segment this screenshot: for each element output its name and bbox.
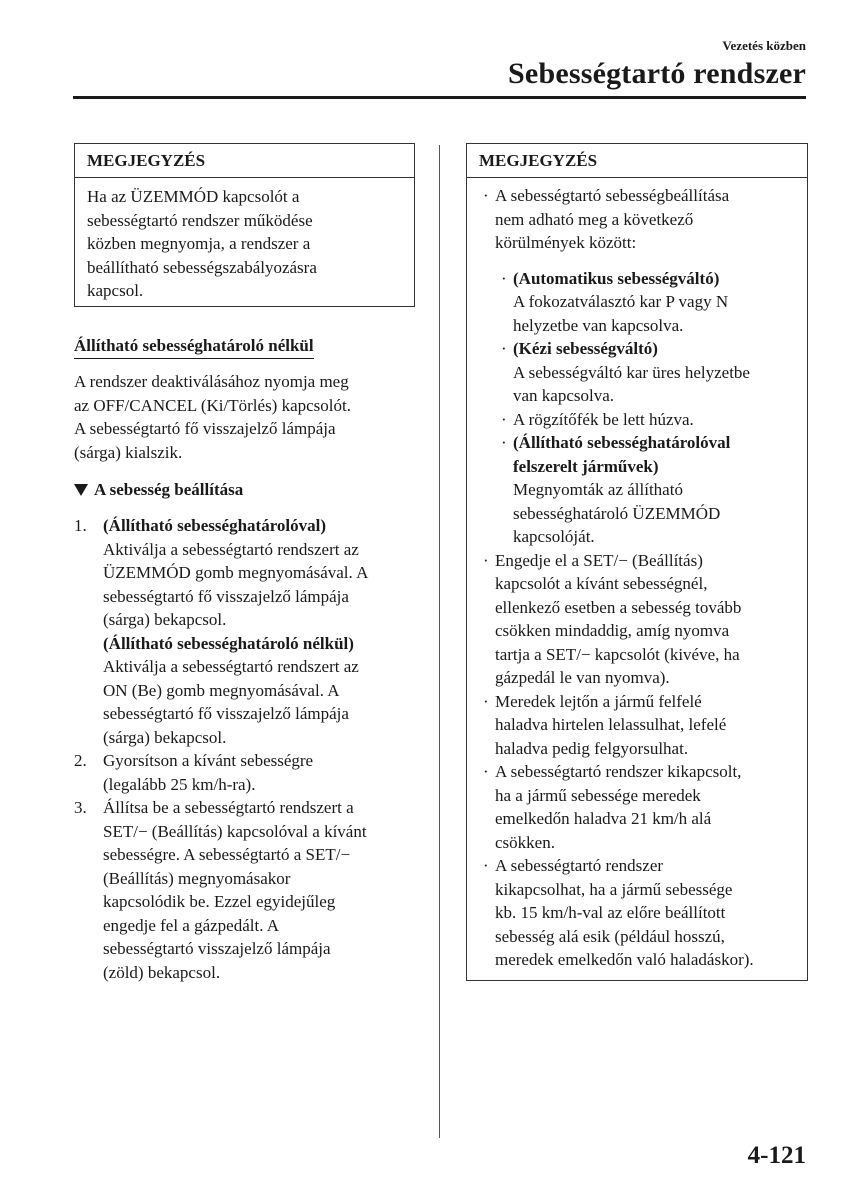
bullet-line: (Automatikus sebességváltó) bbox=[513, 268, 720, 288]
section-title bbox=[74, 478, 243, 502]
bullet-dot: · bbox=[501, 268, 507, 288]
step-body bbox=[103, 514, 368, 749]
step-line: Gyorsítson a kívánt sebességre bbox=[103, 751, 314, 770]
note-line: Ha az ÜZEMMÓD kapcsolót a bbox=[87, 187, 300, 206]
bullet-line: Engedje el a SET/− (Beállítás) bbox=[495, 550, 703, 570]
bullet-line: kapcsolóját. bbox=[513, 527, 595, 546]
step-line: Aktiválja a sebességtartó rendszert az bbox=[103, 539, 359, 559]
note-line: sebességtartó rendszer működése bbox=[87, 210, 313, 230]
bullet-line: gázpedál le van nyomva). bbox=[495, 668, 670, 687]
para-line: A sebességtartó fő visszajelző lámpája bbox=[74, 419, 336, 438]
bullet-line: csökken. bbox=[495, 832, 555, 852]
page-number: 4-121 bbox=[747, 1142, 806, 1169]
step-line: kapcsolódik be. Ezzel egyidejűleg bbox=[103, 892, 336, 911]
column-divider bbox=[439, 145, 440, 1138]
bullet-line: haladva hirtelen lelassulhat, lefelé bbox=[495, 715, 727, 734]
step-line: (sárga) bekapcsol. bbox=[103, 610, 227, 629]
bullet-line: A sebességtartó sebességbeállítása bbox=[495, 186, 730, 205]
header-rule bbox=[73, 96, 806, 99]
step-line: sebességtartó fő visszajelző lámpája bbox=[103, 704, 349, 723]
bullet-line: (Kézi sebességváltó) bbox=[513, 339, 658, 358]
note-box-left bbox=[74, 143, 415, 307]
bullet-dot: · bbox=[501, 409, 507, 429]
step-line: sebességre. A sebességtartó a SET/− bbox=[103, 845, 351, 864]
note-line: kapcsol. bbox=[87, 281, 144, 300]
bullet-line: ellenkező esetben a sebesség tovább bbox=[495, 597, 742, 617]
step-line: (Beállítás) megnyomásakor bbox=[103, 868, 291, 888]
bullet-line: Megnyomták az állítható bbox=[513, 480, 683, 499]
step-number: 2. bbox=[74, 751, 87, 770]
step-body bbox=[103, 749, 313, 796]
bullet-line: körülmények között: bbox=[495, 233, 637, 252]
step-line: (Állítható sebességhatároló nélkül) bbox=[103, 633, 354, 653]
step-line: ÜZEMMÓD gomb megnyomásával. A bbox=[103, 563, 369, 582]
bullet-line: A rögzítőfék be lett húzva. bbox=[513, 409, 694, 429]
bullet-dot: · bbox=[501, 339, 507, 358]
step-line: Aktiválja a sebességtartó rendszert az bbox=[103, 657, 359, 676]
bullet-line: A fokozatválasztó kar P vagy N bbox=[513, 292, 729, 311]
step-line: (sárga) bekapcsol. bbox=[103, 727, 227, 747]
note-heading: MEGJEGYZÉS bbox=[467, 144, 807, 178]
bullet-line: tartja a SET/− kapcsolót (kivéve, ha bbox=[495, 644, 740, 664]
bullet-line: A sebességváltó kar üres helyzetbe bbox=[513, 362, 750, 382]
bullet-line: (Állítható sebességhatárolóval bbox=[513, 433, 731, 452]
section-title-text: A sebesség beállítása bbox=[94, 480, 244, 499]
bullet-line: haladva pedig felgyorsulhat. bbox=[495, 738, 689, 758]
note-text bbox=[75, 178, 414, 303]
bullet-dot: · bbox=[483, 550, 489, 570]
bullet-line: felszerelt járművek) bbox=[513, 456, 659, 476]
bullet-line: nem adható meg a következő bbox=[495, 209, 694, 229]
bullet-dot: · bbox=[501, 433, 507, 452]
bullet-line: kapcsolót a kívánt sebességnél, bbox=[495, 574, 708, 593]
note-line: közben megnyomja, a rendszer a bbox=[87, 234, 311, 253]
step-line: (zöld) bekapcsol. bbox=[103, 962, 221, 982]
bullet-line: helyzetbe van kapcsolva. bbox=[513, 315, 684, 335]
para-line: (sárga) kialszik. bbox=[74, 442, 183, 462]
bullet-dot: · bbox=[483, 186, 489, 205]
step-body bbox=[103, 796, 367, 984]
bullet-dot: · bbox=[483, 856, 489, 875]
bullet-line: emelkedőn haladva 21 km/h alá bbox=[495, 809, 712, 828]
bullet-line: kikapcsolhat, ha a jármű sebessége bbox=[495, 879, 733, 899]
step-number: 1. bbox=[74, 516, 87, 535]
bullet-line: ha a jármű sebessége meredek bbox=[495, 785, 701, 805]
subheading: Állítható sebességhatároló nélkül bbox=[74, 334, 314, 359]
note-box-right bbox=[466, 143, 808, 981]
bullet-line: sebességhatároló ÜZEMMÓD bbox=[513, 503, 721, 523]
bullet-line: sebesség alá esik (például hosszú, bbox=[495, 926, 725, 946]
bullet-dot: · bbox=[483, 691, 489, 711]
step-line: sebességtartó visszajelző lámpája bbox=[103, 939, 331, 958]
step-line: engedje fel a gázpedált. A bbox=[103, 915, 280, 935]
step-line: Állítsa be a sebességtartó rendszert a bbox=[103, 798, 354, 817]
section-label: Vezetés közben bbox=[722, 38, 806, 53]
bullet-line: A sebességtartó rendszer bbox=[495, 856, 664, 875]
bullet-line: Meredek lejtőn a jármű felfelé bbox=[495, 691, 702, 711]
triangle-down-icon bbox=[74, 484, 88, 496]
step-line: (legalább 25 km/h-ra). bbox=[103, 774, 256, 794]
page-title: Sebességtartó rendszer bbox=[508, 57, 806, 90]
body-paragraph bbox=[74, 370, 351, 464]
step-number: 3. bbox=[74, 798, 87, 817]
bullet-line: csökken mindaddig, amíg nyomva bbox=[495, 621, 730, 640]
step-line: SET/− (Beállítás) kapcsolóval a kívánt bbox=[103, 821, 367, 841]
para-line: A rendszer deaktiválásához nyomja meg bbox=[74, 372, 349, 391]
step-line: (Állítható sebességhatárolóval) bbox=[103, 516, 327, 535]
bullet-line: van kapcsolva. bbox=[513, 386, 615, 405]
note-bullets bbox=[467, 178, 807, 984]
note-line: beállítható sebességszabályozásra bbox=[87, 257, 317, 277]
bullet-line: meredek emelkedőn való haladáskor). bbox=[495, 950, 754, 969]
bullet-line: A sebességtartó rendszer kikapcsolt, bbox=[495, 762, 742, 781]
step-line: sebességtartó fő visszajelző lámpája bbox=[103, 586, 349, 606]
step-line: ON (Be) gomb megnyomásával. A bbox=[103, 680, 340, 700]
para-line: az OFF/CANCEL (Ki/Törlés) kapcsolót. bbox=[74, 395, 351, 415]
note-heading: MEGJEGYZÉS bbox=[75, 144, 414, 178]
bullet-dot: · bbox=[483, 762, 489, 781]
bullet-line: kb. 15 km/h-val az előre beállított bbox=[495, 903, 726, 922]
